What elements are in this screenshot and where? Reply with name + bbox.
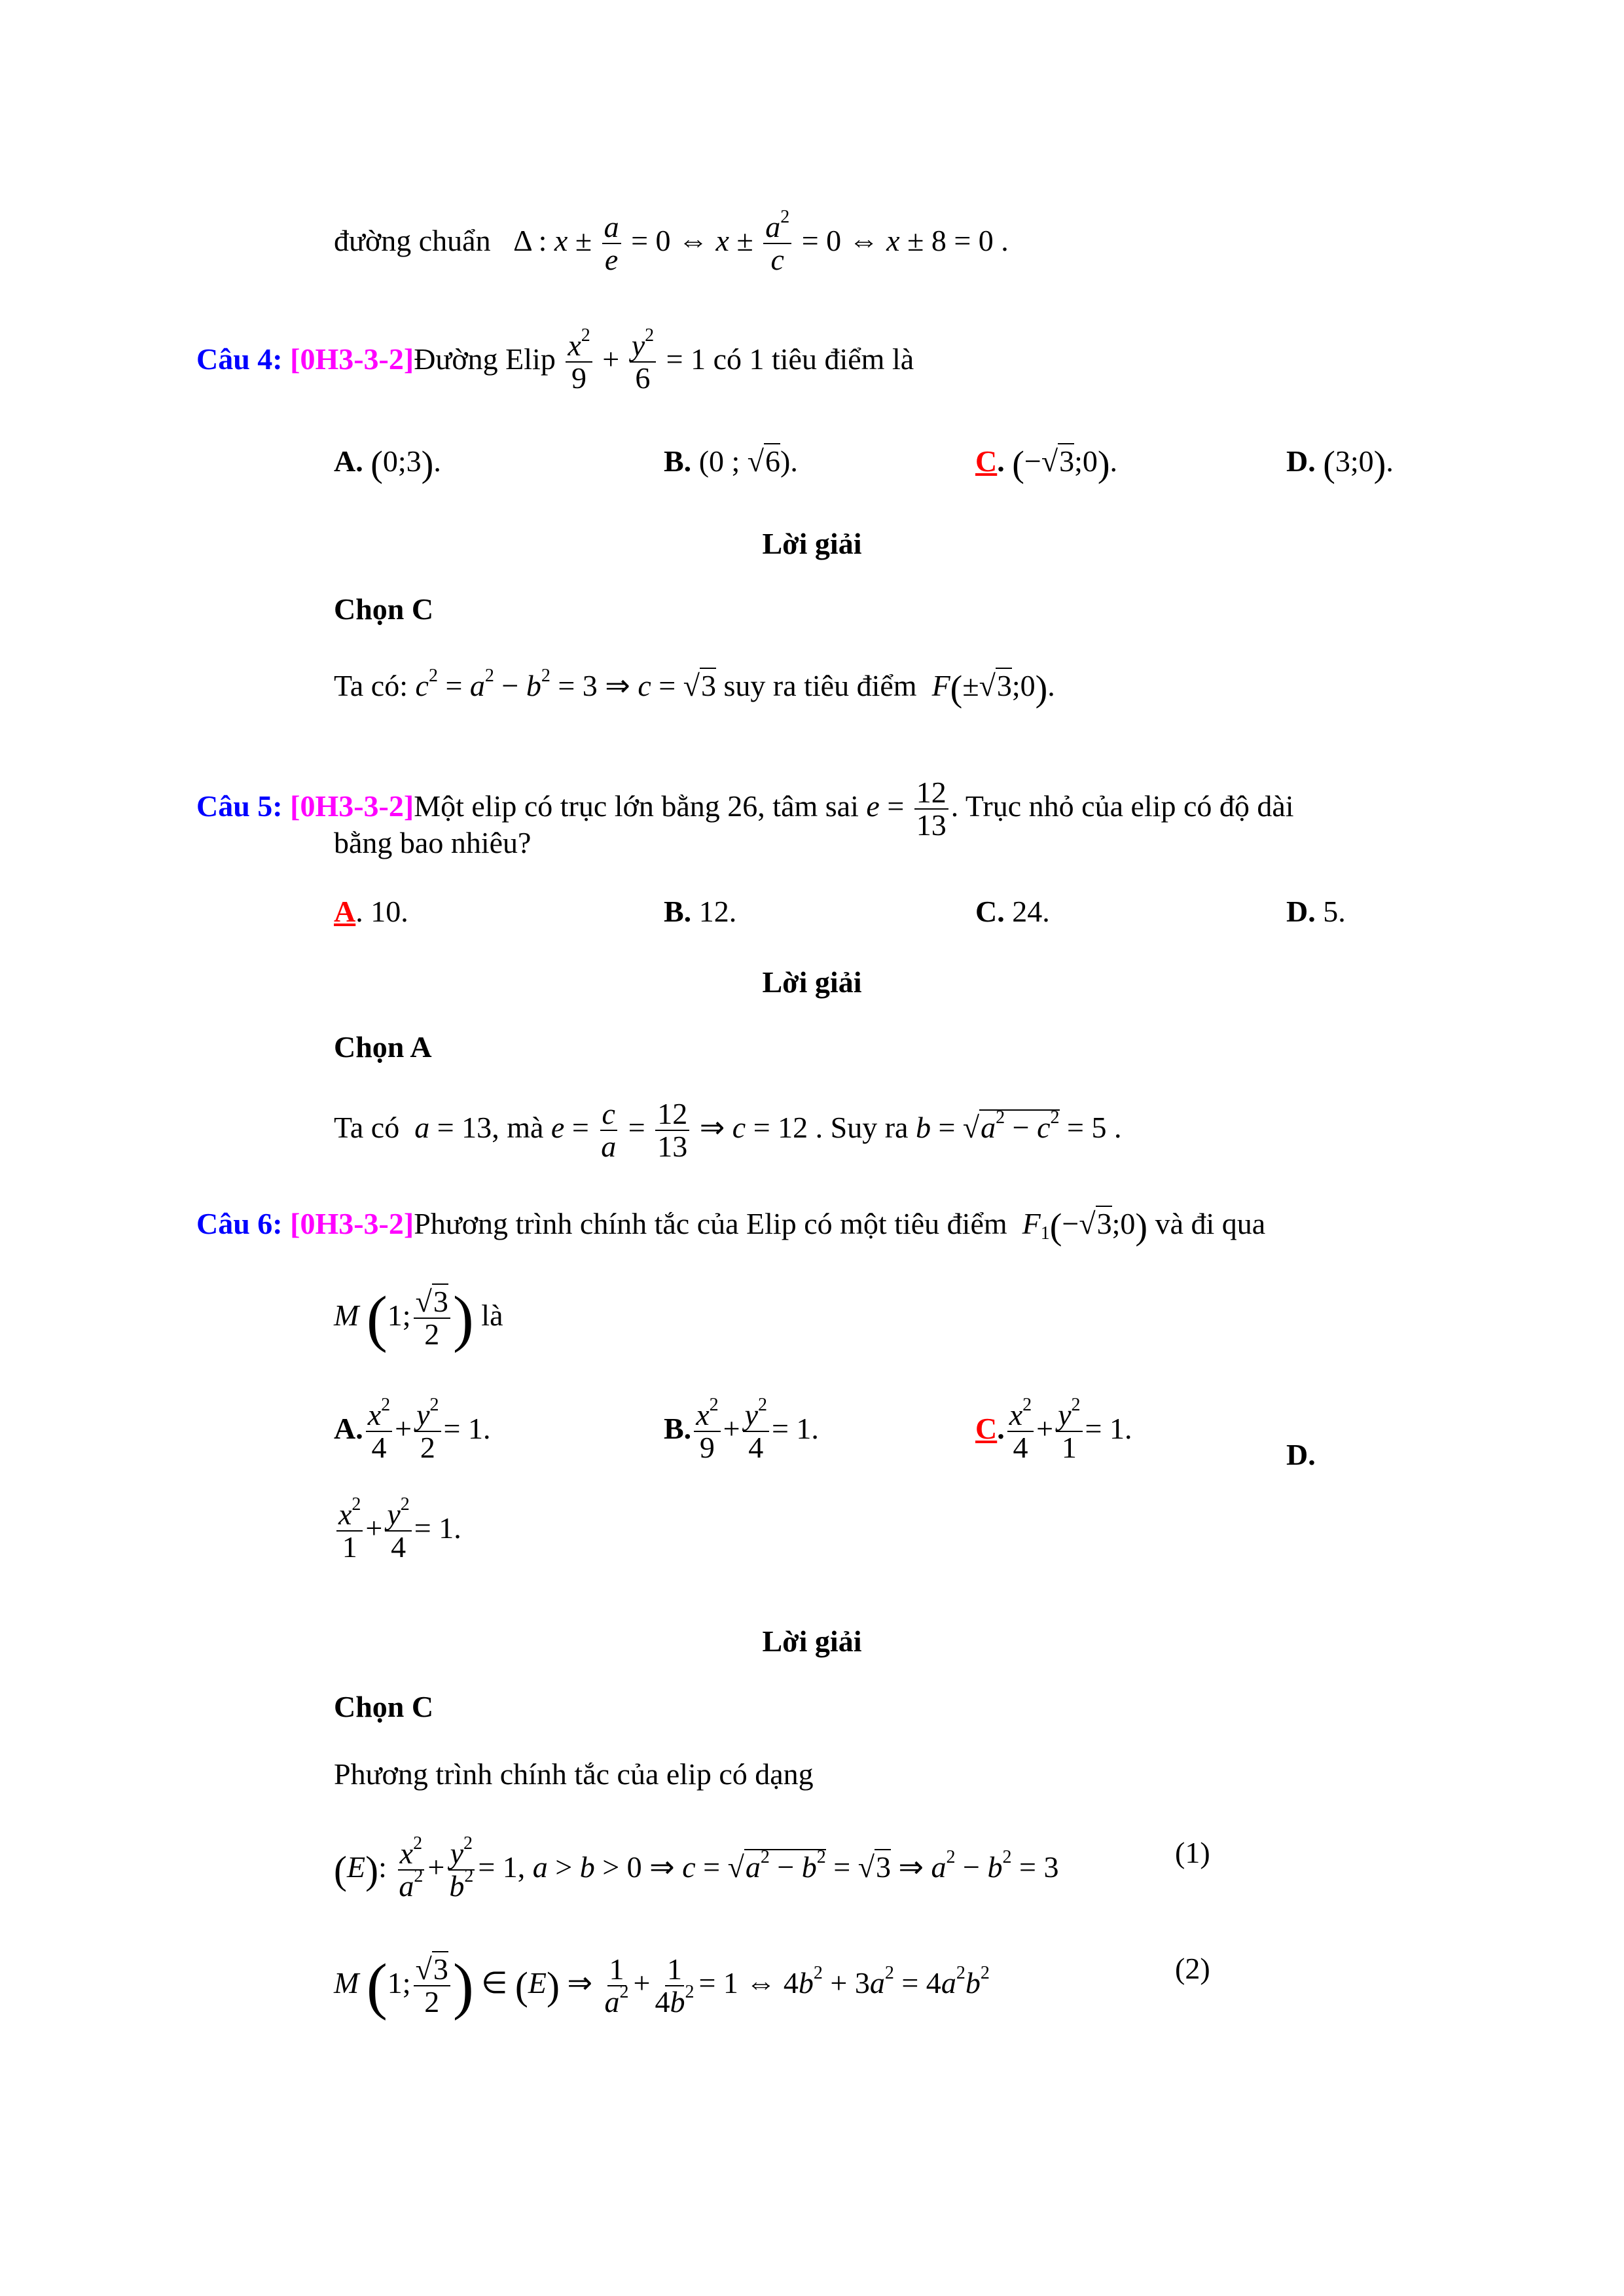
question-4-text-post: có 1 tiêu điểm là [713,342,914,376]
q5-option-b-value: 12. [698,895,737,928]
q5-option-d-label: D. [1286,895,1316,928]
q6-option-c[interactable]: C. $\frac{x^2}{4}$ + $\frac{y^2}{1}$ = 1. [975,1395,1132,1465]
q4-chosen: Chọn C [334,592,434,626]
q5-option-a-value: . 10. [355,895,408,928]
question-6-line2-post: là [481,1298,503,1332]
q5-solution-mid: , mà [492,1110,544,1144]
question-5-label: Câu 5: [196,789,283,823]
q4-option-c[interactable]: C. (−√3;0). [975,444,1118,485]
question-5-eccentricity: $\frac{12}{13}$ [914,777,948,842]
q4-option-b[interactable]: B. (0 ; √6). [664,444,798,478]
q6-solution-line1: Phương trình chính tắc của elip có dạng [334,1757,814,1791]
q4-option-c-label: C [975,444,998,478]
q6-equation-2: M (1; $\frac{√3}{2}$ ) ∈ (E) ⇒ $\frac{1}{a^2}$ + $\frac{1}{4b^2}$ = 1 ⇔ $4b^2 + 3a^2 = 4a^2b^2$ [334,1950,990,2021]
question-4-label: Câu 4: [196,342,283,376]
q6-option-b[interactable]: B. $\frac{x^2}{9}$ + $\frac{y^2}{4}$ = 1. [664,1395,819,1465]
q6-chosen: Chọn C [334,1690,434,1723]
q4-option-b-label: B. [664,444,692,478]
question-6-label: Câu 6: [196,1207,283,1240]
q5-option-b[interactable] [664,897,736,927]
question-6-text-pre: Phương trình chính tắc của Elip có một tiêu điểm [414,1207,1007,1240]
q6-option-b-label: B. [664,1411,692,1445]
q4-option-d-label: D. [1286,444,1316,478]
q6-option-d[interactable] [1286,1440,1316,1470]
question-5: Câu 5: [0H3-3-2]Một elip có trục lớn bằng 26, tâm sai e = $\frac{12}{13}$ . Trục nhỏ của elip có độ dài [196,776,1294,842]
q5-solution-mid2: . Suy ra [815,1110,909,1144]
q5-option-a[interactable] [334,897,408,927]
directrix-prefix: đường chuẩn [334,223,491,257]
question-6-text-post: và đi qua [1155,1207,1266,1240]
q6-solution-title: Lời giải [762,1624,862,1658]
q5-option-a-label: A [334,895,356,928]
q4-option-a[interactable]: A. (0;3). [334,444,441,485]
question-4: Câu 4: [0H3-3-2]Đường Elip $\frac{x^2}{9}$ + $\frac{y^2}{6}$ = 1 có 1 tiêu điểm là [196,325,914,395]
q5-chosen: Chọn A [334,1030,432,1064]
question-4-equation: $\frac{x^2}{9}$ [566,330,592,395]
q5-option-c-label: C. [975,895,1005,928]
q5-option-d[interactable] [1286,897,1346,927]
q5-solution: Ta có a = 13, mà e = $\frac{c}{a}$ = $\frac{12}{13}$ ⇒ c = 12 . Suy ra $b = √a^2 - c^2 = 5$ . [334,1097,1122,1164]
directrix-line [334,207,1009,277]
q6-option-d-label: D. [1286,1438,1316,1471]
question-6-code: [0H3-3-2] [290,1207,414,1240]
question-5-text-pre: Một elip có trục lớn bằng 26, tâm sai [414,789,859,823]
q5-option-c-value: 24. [1012,895,1050,928]
q6-option-c-label: C [975,1411,998,1445]
q6-option-a[interactable]: A. $\frac{x^2}{4}$ + $\frac{y^2}{2}$ = 1. [334,1395,491,1465]
question-5-code: [0H3-3-2] [290,789,414,823]
directrix-formula: Δ : x ± $\frac{a}{e}$ = 0 ⇔ x ± $\frac{a^2}{c}$ = 0 ⇔ x ± 8 = 0 . [498,207,1009,277]
q5-option-b-label: B. [664,895,692,928]
q6-equation-1: (E): $\frac{x^2}{a^2}$ + $\frac{y^2}{b^2}$ = 1, a > b > 0 ⇒ $c = √a^2 - b^2 = √3$ ⇒ $a^2 - b^2 = 3$ [334,1833,1059,1903]
q4-solution-mid: suy ra tiêu điểm [723,669,917,702]
q6-equation-2-tag: (2) [1175,1952,1210,1985]
q6-equation-1-tag: (1) [1175,1836,1210,1869]
question-5-line2: bằng bao nhiêu? [334,826,532,859]
q4-solution-pre: Ta có: [334,669,408,702]
question-6-line2: M (1; $\frac{√3}{2}$ ) là [334,1283,503,1354]
q5-solution-pre: Ta có [334,1110,400,1144]
q4-solution: Ta có: $c^2 = a^2 - b^2 = 3$ ⇒ c = √3 suy ra tiêu điểm F(±√3;0). [334,666,1055,709]
q4-solution-title: Lời giải [762,527,862,560]
q5-option-d-value: 5. [1323,895,1346,928]
question-4-code: [0H3-3-2] [290,342,414,376]
question-5-text-post: . Trục nhỏ của elip có độ dài [950,789,1294,823]
q6-option-d-value[interactable]: $\frac{x^2}{1}$ + $\frac{y^2}{4}$ = 1. [334,1499,461,1564]
q4-option-a-label: A. [334,444,363,478]
q4-option-d[interactable]: D. (3;0). [1286,444,1394,485]
q6-option-a-label: A. [334,1411,363,1445]
q5-option-c[interactable] [975,897,1050,927]
question-4-text-pre: Đường Elip [414,342,556,376]
q5-solution-title: Lời giải [762,965,862,999]
question-6: Câu 6: [0H3-3-2]Phương trình chính tắc của Elip có một tiêu điểm $F_1(-√3;0)$ và đi qua [196,1206,1266,1247]
